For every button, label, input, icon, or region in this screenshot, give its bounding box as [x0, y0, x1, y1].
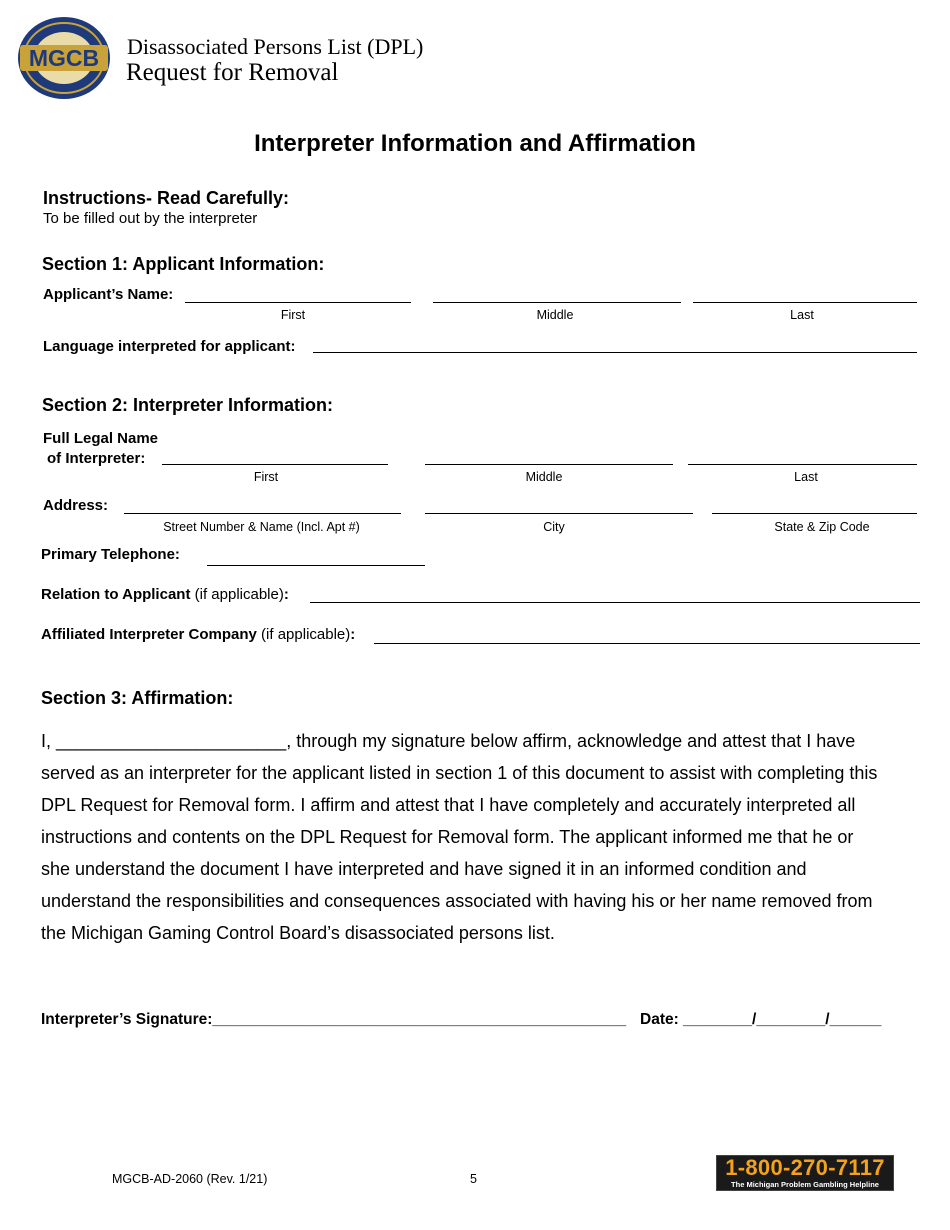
applicant-name-label: Applicant’s Name: [43, 286, 174, 303]
relation-label-text: Relation to Applicant [41, 586, 191, 603]
company-field[interactable] [374, 643, 920, 644]
applicant-last-caption: Last [790, 308, 814, 322]
instructions-heading: Instructions- Read Carefully: [43, 188, 290, 208]
logo-text: MGCB [28, 45, 100, 71]
state-zip-caption: State & Zip Code [774, 520, 870, 534]
section2-heading: Section 2: Interpreter Information: [42, 395, 334, 415]
company-note: (if applicable) [261, 626, 351, 643]
interpreter-last-caption: Last [794, 470, 818, 484]
mgcb-logo [16, 15, 112, 101]
phone-label: Primary Telephone: [41, 546, 180, 563]
section1-heading: Section 1: Applicant Information: [42, 254, 325, 274]
affirmation-line3: DPL Request for Removal form. I affirm and attest that I have completely and accurately interpreted all [41, 795, 856, 815]
city-field[interactable] [425, 513, 693, 514]
affirmation-line4: instructions and contents on the DPL Request for Removal form. The applicant informed me that he or [41, 827, 854, 847]
header-title-line2: Request for Removal [126, 59, 339, 86]
company-label [41, 626, 355, 643]
instructions-text: To be filled out by the interpreter [43, 210, 258, 227]
date-field[interactable]: Date: ________/________/______ [640, 1011, 882, 1028]
relation-colon: : [283, 586, 289, 603]
applicant-middle-name-field[interactable] [433, 302, 681, 303]
interpreter-middle-caption: Middle [525, 470, 563, 484]
section3-heading: Section 3: Affirmation: [41, 688, 234, 708]
applicant-first-caption: First [280, 308, 306, 322]
interpreter-name-label-line2: of Interpreter: [47, 450, 146, 467]
helpline-caption: The Michigan Problem Gambling Helpline [731, 1180, 879, 1189]
company-colon: : [350, 626, 356, 643]
applicant-last-name-field[interactable] [693, 302, 917, 303]
language-field[interactable] [313, 352, 917, 353]
phone-field[interactable] [207, 565, 425, 566]
form-title: Interpreter Information and Affirmation [254, 130, 696, 157]
affirmation-line2: served as an interpreter for the applicant listed in section 1 of this document to assist with completing this [41, 763, 878, 783]
signature-field[interactable]: Interpreter’s Signature:________________________________________________ [41, 1011, 627, 1028]
applicant-middle-caption: Middle [536, 308, 574, 322]
relation-label [41, 586, 289, 603]
interpreter-first-name-field[interactable] [162, 464, 388, 465]
applicant-first-name-field[interactable] [185, 302, 411, 303]
header-title-line1: Disassociated Persons List (DPL) [127, 34, 424, 59]
street-field[interactable] [124, 513, 401, 514]
form-number: MGCB-AD-2060 (Rev. 1/21) [112, 1172, 268, 1186]
relation-note: (if applicable) [194, 586, 284, 603]
affirmation-line7: the Michigan Gaming Control Board’s disassociated persons list. [41, 923, 555, 943]
state-zip-field[interactable] [712, 513, 917, 514]
language-label: Language interpreted for applicant: [43, 338, 296, 355]
interpreter-name-label-line1: Full Legal Name [43, 430, 159, 447]
affirmation-line1: I, _______________________, through my signature below affirm, acknowledge and attest that I have [41, 731, 856, 751]
interpreter-middle-name-field[interactable] [425, 464, 673, 465]
company-label-text: Affiliated Interpreter Company [41, 626, 257, 643]
page-number: 5 [470, 1172, 477, 1186]
affirmation-line6: understand the responsibilities and consequences associated with having his or her name removed from [41, 891, 873, 911]
interpreter-first-caption: First [253, 470, 279, 484]
interpreter-last-name-field[interactable] [688, 464, 917, 465]
relation-field[interactable] [310, 602, 920, 603]
city-caption: City [543, 520, 565, 534]
street-caption: Street Number & Name (Incl. Apt #) [163, 520, 360, 534]
address-label: Address: [43, 497, 109, 514]
helpline-number: 1-800-270-7117 [725, 1155, 885, 1180]
helpline-banner [716, 1155, 894, 1191]
affirmation-line5: she understand the document I have interpreted and have signed it in an informed condition and [41, 859, 807, 879]
